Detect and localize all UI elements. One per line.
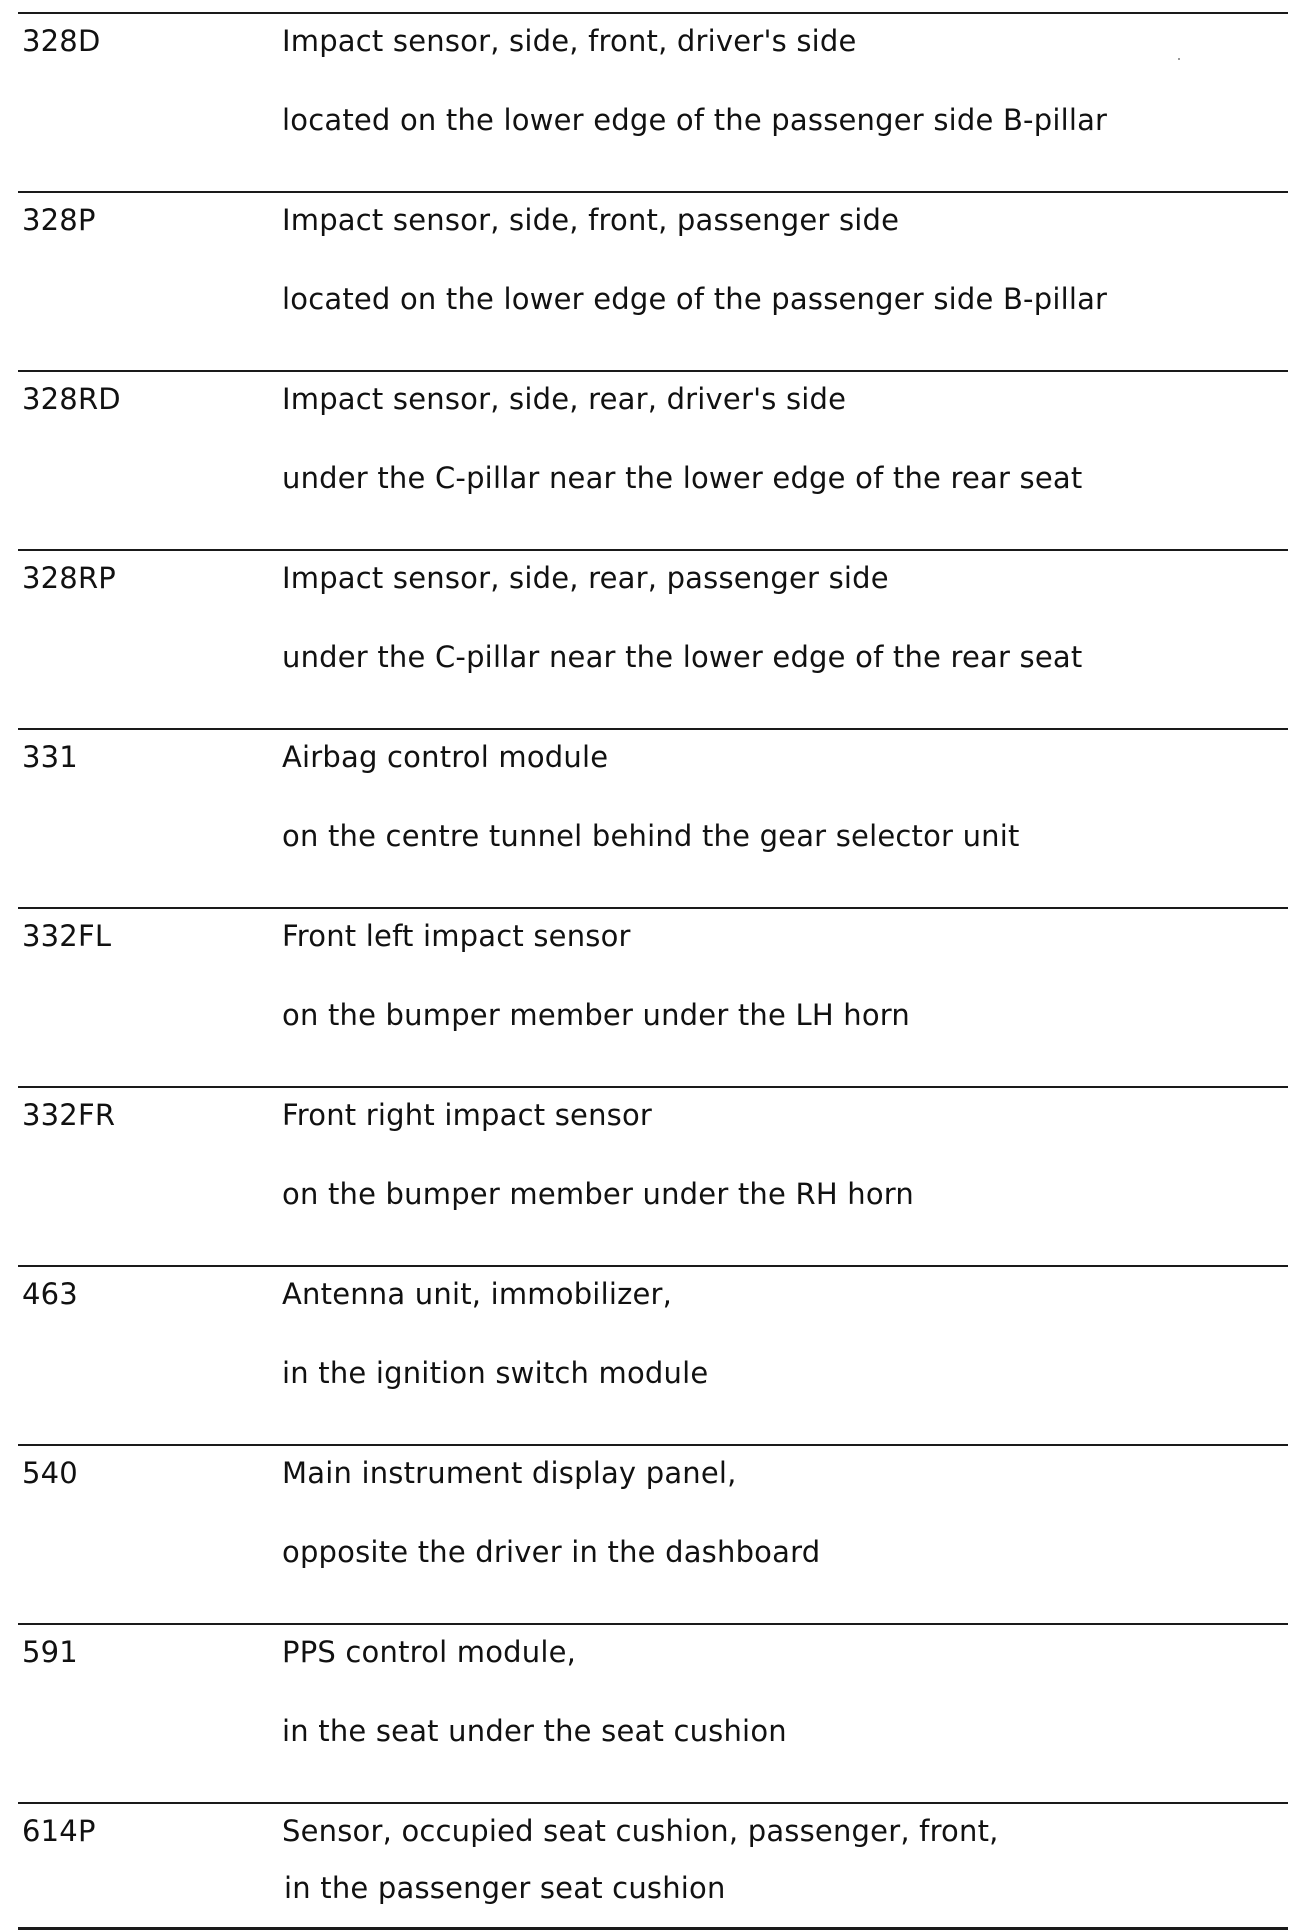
table-row xyxy=(18,1444,1288,1623)
component-name: Impact sensor, side, front, passenger side xyxy=(282,203,900,237)
table-row xyxy=(18,191,1288,370)
component-name: Impact sensor, side, rear, passenger side xyxy=(282,561,889,595)
component-code: 328RP xyxy=(22,561,116,595)
component-code: 328RD xyxy=(22,382,121,416)
component-code: 463 xyxy=(22,1277,78,1311)
table-row xyxy=(18,1802,1288,1930)
table-row xyxy=(18,1623,1288,1802)
component-name: Impact sensor, side, rear, driver's side xyxy=(282,382,847,416)
component-location: in the ignition switch module xyxy=(282,1356,709,1390)
component-location: on the centre tunnel behind the gear selector unit xyxy=(282,819,1020,853)
component-location: opposite the driver in the dashboard xyxy=(282,1535,821,1569)
component-name: PPS control module, xyxy=(282,1635,577,1669)
component-location: on the bumper member under the LH horn xyxy=(282,998,910,1032)
scan-speck xyxy=(1178,58,1180,60)
table-row xyxy=(18,907,1288,1086)
component-name: Impact sensor, side, front, driver's side xyxy=(282,24,857,58)
component-name: Front left impact sensor xyxy=(282,919,631,953)
component-code: 614P xyxy=(22,1814,96,1848)
table-row xyxy=(18,728,1288,907)
component-table xyxy=(18,12,1288,1930)
component-name: Antenna unit, immobilizer, xyxy=(282,1277,673,1311)
component-location: located on the lower edge of the passenger side B-pillar xyxy=(282,103,1108,137)
component-location: under the C-pillar near the lower edge of the rear seat xyxy=(282,640,1083,674)
table-row xyxy=(18,549,1288,728)
component-code: 540 xyxy=(22,1456,78,1490)
component-code: 328P xyxy=(22,203,96,237)
component-code: 331 xyxy=(22,740,78,774)
table-row xyxy=(18,12,1288,191)
component-location: on the bumper member under the RH horn xyxy=(282,1177,914,1211)
component-location: in the seat under the seat cushion xyxy=(282,1714,787,1748)
component-code: 591 xyxy=(22,1635,78,1669)
component-location: in the passenger seat cushion xyxy=(284,1871,726,1905)
component-name: Airbag control module xyxy=(282,740,609,774)
table-row xyxy=(18,1086,1288,1265)
component-name: Main instrument display panel, xyxy=(282,1456,737,1490)
component-location: under the C-pillar near the lower edge of the rear seat xyxy=(282,461,1083,495)
component-location: located on the lower edge of the passenger side B-pillar xyxy=(282,282,1108,316)
component-name: Front right impact sensor xyxy=(282,1098,653,1132)
table-row xyxy=(18,1265,1288,1444)
component-code: 332FR xyxy=(22,1098,116,1132)
component-code: 328D xyxy=(22,24,101,58)
component-name: Sensor, occupied seat cushion, passenger, front, xyxy=(282,1814,999,1848)
component-code: 332FL xyxy=(22,919,112,953)
table-row xyxy=(18,370,1288,549)
